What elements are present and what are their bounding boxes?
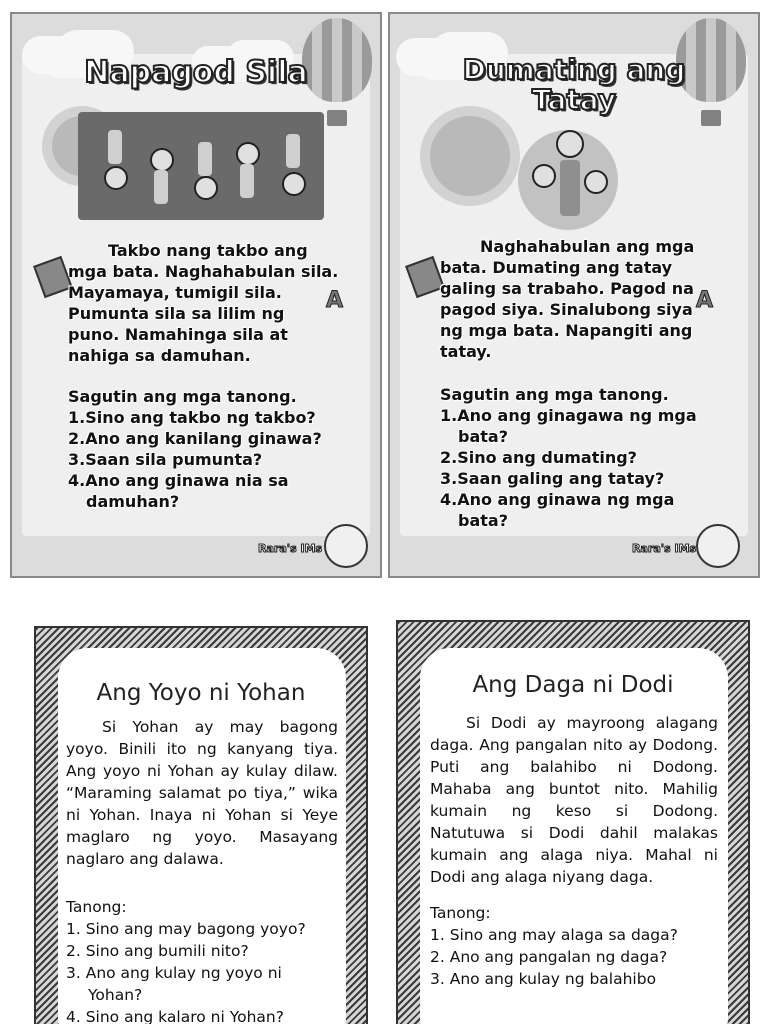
father-body-icon xyxy=(560,160,580,216)
child-head-icon xyxy=(150,148,174,172)
child-head-icon xyxy=(532,164,556,188)
story-text-block xyxy=(430,712,718,990)
card-title-line-2: Tatay xyxy=(531,83,617,116)
child-head-icon xyxy=(584,170,608,194)
question-item: 2. Sino ang bumili nito? xyxy=(66,942,249,960)
question-item: 1. Sino ang may bagong yoyo? xyxy=(66,920,306,938)
tanong-heading: Tanong: xyxy=(430,904,491,922)
question-item: 4.Ano ang ginawa nia sa xyxy=(68,471,289,490)
question-item: 2.Ano ang kanilang ginawa? xyxy=(68,429,322,448)
girl-mascot-icon xyxy=(324,524,368,568)
sun-icon xyxy=(420,106,520,206)
story-paragraph: Si Yohan ay may bagong yoyo. Binili ito ng kanyang tiya. Ang yoyo ni Yohan ay kulay dilaw. “Maraming salamat po tiya,” wika ni Yohan. Inaya ni Yohan si Yeye maglaro ng yoyo. Masayang naglaro ang dalawa. xyxy=(66,718,338,868)
card-ang-daga-ni-dodi xyxy=(396,620,750,1024)
child-head-icon xyxy=(194,176,218,200)
question-item-continued: damuhan? xyxy=(86,492,180,511)
publisher-logo-text: Rara's IMs xyxy=(632,542,697,555)
child-head-icon xyxy=(104,166,128,190)
story-paragraph: Si Dodi ay mayroong alagang daga. Ang pangalan nito ay Dodong. Puti ang balahibo ni Dodong. Mahaba ang buntot nito. Mahilig kumain ng keso si Dodong. Natutuwa si Dodi dahil malakas kumain ang alaga niya. Mahal ni Dodi ang alaga niyang daga. xyxy=(430,714,718,886)
playing-children-illustration xyxy=(78,112,324,220)
instruction-text: Sagutin ang mga tanong. xyxy=(68,387,297,406)
letter-a-icon: A xyxy=(326,288,344,313)
story-text-block xyxy=(440,236,716,531)
question-item-continued: Yohan? xyxy=(88,986,143,1004)
question-item: 3. Ano ang kulay ng yoyo ni xyxy=(66,964,282,982)
girl-mascot-icon xyxy=(696,524,740,568)
question-item: 2. Ano ang pangalan ng daga? xyxy=(430,948,668,966)
father-and-children-illustration xyxy=(518,130,618,230)
publisher-logo-text: Rara's IMs xyxy=(258,542,323,555)
child-body-icon xyxy=(286,134,300,168)
child-body-icon xyxy=(198,142,212,176)
question-item-continued: bata? xyxy=(458,427,508,446)
child-body-icon xyxy=(108,130,122,164)
child-body-icon xyxy=(240,164,254,198)
card-napagod-sila xyxy=(10,12,382,578)
child-head-icon xyxy=(282,172,306,196)
card-title: Napagod Sila xyxy=(84,55,308,90)
question-item: 2.Sino ang dumating? xyxy=(440,448,637,467)
tanong-heading: Tanong: xyxy=(66,898,127,916)
question-item: 4.Ano ang ginawa ng mga xyxy=(440,490,675,509)
question-item-continued: bata? xyxy=(458,511,508,530)
card-ang-yoyo-ni-yohan xyxy=(34,626,368,1024)
card-title-line-1: Dumating ang xyxy=(462,53,686,86)
story-paragraph: Naghahabulan ang mga bata. Dumating ang tatay galing sa trabaho. Pagod na pagod siya. Sinalubong siya ng mga bata. Napangiti ang tatay. xyxy=(440,237,695,361)
card-title: Ang Daga ni Dodi xyxy=(472,672,674,698)
father-head-icon xyxy=(556,130,584,158)
question-item: 3.Saan galing ang tatay? xyxy=(440,469,665,488)
question-item: 4. Sino ang kalaro ni Yohan? xyxy=(66,1008,284,1024)
question-item: 3. Ano ang kulay ng balahibo xyxy=(430,970,657,988)
child-body-icon xyxy=(154,170,168,204)
card-title: Ang Yoyo ni Yohan xyxy=(96,680,306,706)
question-item: 1. Sino ang may alaga sa daga? xyxy=(430,926,678,944)
card-dumating-ang-tatay xyxy=(388,12,760,578)
story-text-block xyxy=(68,240,340,512)
instruction-text: Sagutin ang mga tanong. xyxy=(440,385,669,404)
story-text-block xyxy=(66,716,338,1024)
letter-a-icon: A xyxy=(696,288,714,313)
question-item: 1.Ano ang ginagawa ng mga xyxy=(440,406,697,425)
child-head-icon xyxy=(236,142,260,166)
story-paragraph: Takbo nang takbo ang mga bata. Naghahabulan sila. Mayamaya, tumigil sila. Pumunta sila sa lilim ng puno. Namahinga sila at nahiga sa damuhan. xyxy=(68,241,339,365)
question-item: 3.Saan sila pumunta? xyxy=(68,450,263,469)
question-item: 1.Sino ang takbo ng takbo? xyxy=(68,408,316,427)
